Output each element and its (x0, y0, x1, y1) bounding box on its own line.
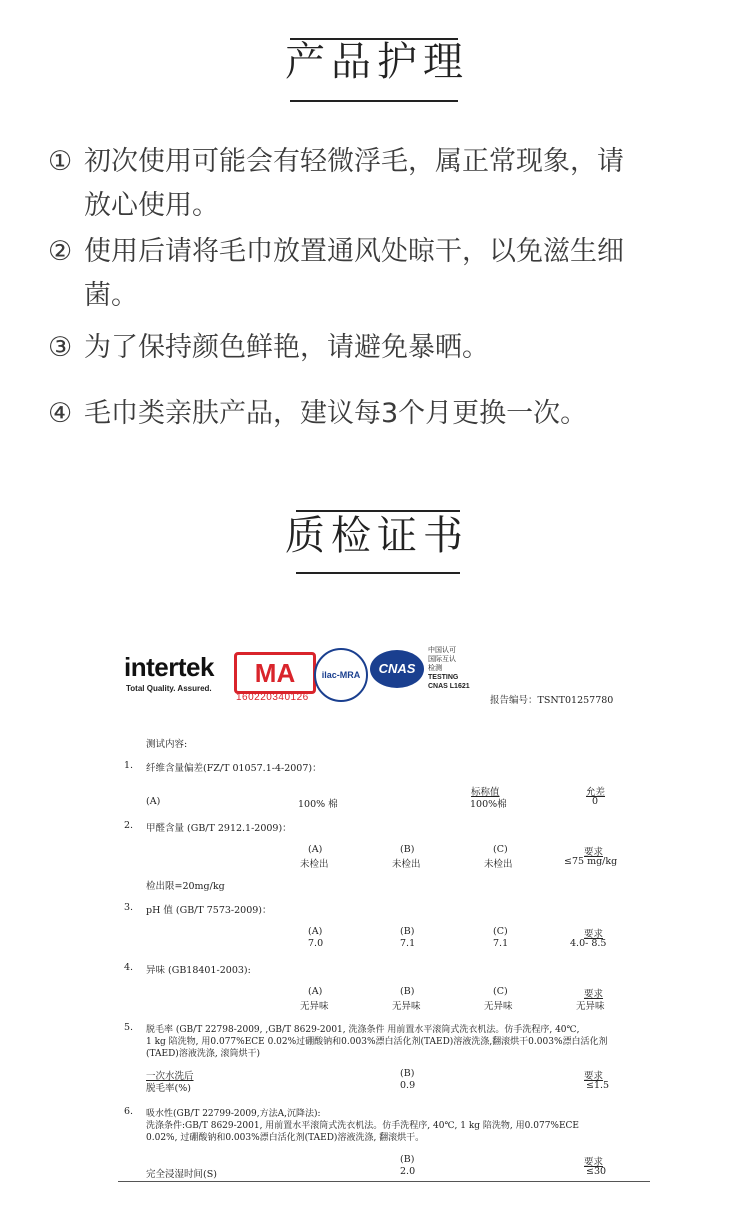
care-item-3 (48, 326, 698, 370)
s5-header-b: (B) (400, 1068, 415, 1079)
section-4-title: 异味 (GB18401-2003): (146, 965, 251, 976)
s2-header-b: (B) (400, 844, 415, 855)
cnas-accreditation-text: 中国认可 国际互认 检测 TESTING CNAS L1621 (428, 646, 470, 690)
s1-header-nominal: 标称值 (471, 787, 500, 798)
ma-logo: MA (234, 652, 316, 694)
section-1-title: 纤维含量偏差(FZ/T 01057.1-4-2007)： (146, 763, 322, 774)
s2-value-req: ≤75 mg/kg (564, 856, 618, 867)
s1-value-2: 100%棉 (470, 799, 507, 810)
ilac-mra-logo: ilac-MRA (314, 648, 368, 702)
section-3-number: 3. (124, 902, 134, 913)
s4-header-c: (C) (493, 986, 508, 997)
section-6-line-3: 0.02%, 过硼酸钠和0.003%漂白活化剂(TAED)溶液洗涤, 翻滚烘干。 (146, 1133, 425, 1143)
s4-header-b: (B) (400, 986, 415, 997)
care-item-3-number: ③ (48, 332, 73, 363)
s3-value-c: 7.1 (493, 938, 509, 949)
section-5-line-2: 1 kg 陪洗物, 用0.077%ECE 0.02%过硼酸钠和0.003%漂白活化剂(TAED)溶液洗涤,翻滚烘干0.003%漂白活化剂 (146, 1037, 608, 1047)
section-5-line-3: (TAED)溶液洗涤, 滚筒烘干) (146, 1049, 261, 1059)
s3-header-req: 要求 (584, 929, 604, 940)
s4-value-a: 无异味 (300, 1001, 329, 1012)
section-1-number: 1. (124, 760, 134, 771)
s2-value-b: 未检出 (392, 859, 421, 870)
s1-header-tolerance: 允差 (586, 787, 606, 798)
s2-header-a: (A) (308, 844, 323, 855)
report-number: 报告编号：TSNT01257780 (490, 695, 614, 706)
s6-label: 完全浸湿时间(S) (146, 1169, 217, 1180)
quality-certificate (118, 640, 650, 1185)
cnas-logo: CNAS (370, 650, 424, 688)
section-5-number: 5. (124, 1022, 134, 1033)
s6-header-b: (B) (400, 1154, 415, 1165)
s5-subheading: 一次水洗后 (146, 1071, 194, 1082)
s3-header-b: (B) (400, 926, 415, 937)
s6-value-req: ≤30 (586, 1166, 607, 1177)
care-item-1-text: 初次使用可能会有轻微浮毛，属正常现象，请 (84, 146, 624, 177)
s5-value-req: ≤1.5 (586, 1080, 610, 1091)
care-item-2-number: ② (48, 236, 73, 267)
s6-header-req: 要求 (584, 1157, 604, 1168)
intertek-logo: intertek (124, 652, 214, 682)
section-6-line-1: 吸水性(GB/T 22799-2009,方法A,沉降法): (146, 1109, 321, 1119)
care-item-3-text: 为了保持颜色鲜艳，请避免暴晒。 (84, 332, 489, 363)
care-item-1-number: ① (48, 146, 73, 177)
s3-header-a: (A) (308, 926, 323, 937)
section-2-number: 2. (124, 820, 134, 831)
s3-value-b: 7.1 (400, 938, 416, 949)
certificate-bottom-rule (118, 1181, 650, 1182)
test-content-label: 测试内容: (146, 739, 188, 750)
section-4-number: 4. (124, 962, 134, 973)
care-item-4-number: ④ (48, 398, 73, 429)
care-item-2-text-cont: 菌。 (84, 280, 138, 311)
ma-number: 160220340126 (236, 692, 309, 703)
section-3-title: pH 值 (GB/T 7573-2009)： (146, 905, 272, 916)
care-item-2-text: 使用后请将毛巾放置通风处晾干，以免滋生细 (84, 236, 624, 267)
s1-sample-a: (A) (146, 796, 161, 807)
section-6-line-2: 洗涤条件:GB/T 8629-2001, 用前置水平滚筒式洗衣机法。仿手洗程序, 40℃, 1 kg 陪洗物, 用0.077%ECE (146, 1121, 579, 1131)
s3-header-c: (C) (493, 926, 508, 937)
s3-value-req: 4.0- 8.5 (570, 938, 607, 949)
s5-label: 脱毛率(%) (146, 1083, 191, 1094)
section-2-title: 甲醛含量 (GB/T 2912.1-2009)： (146, 823, 292, 834)
qc-section-title: 质检证书 (285, 513, 469, 559)
care-title-bottom-rule (290, 100, 458, 102)
qc-title-bottom-rule (296, 572, 460, 574)
care-item-1 (48, 140, 698, 228)
s4-value-c: 无异味 (484, 1001, 513, 1012)
s5-header-req: 要求 (584, 1071, 604, 1082)
s4-header-req: 要求 (584, 989, 604, 1000)
care-item-4 (48, 392, 698, 436)
s2-detection-limit: 检出限=20mg/kg (146, 881, 225, 892)
s1-value-1: 100% 棉 (298, 799, 338, 810)
s5-value-b: 0.9 (400, 1080, 416, 1091)
intertek-tagline: Total Quality. Assured. (126, 684, 212, 693)
s1-value-3: 0 (592, 796, 599, 807)
s6-value-b: 2.0 (400, 1166, 416, 1177)
care-section-title: 产品护理 (285, 39, 469, 85)
s4-header-a: (A) (308, 986, 323, 997)
care-item-1-text-cont: 放心使用。 (84, 190, 219, 221)
section-5-line-1: 脱毛率 (GB/T 22798-2009, ,GB/T 8629-2001, 洗涤条件 用前置水平滚筒式洗衣机法。仿手洗程序, 40℃, (146, 1025, 580, 1035)
s2-value-a: 未检出 (300, 859, 329, 870)
s2-header-c: (C) (493, 844, 508, 855)
s3-value-a: 7.0 (308, 938, 324, 949)
section-6-number: 6. (124, 1106, 134, 1117)
s2-value-c: 未检出 (484, 859, 513, 870)
s4-value-b: 无异味 (392, 1001, 421, 1012)
care-item-2 (48, 230, 698, 318)
care-item-4-text: 毛巾类亲肤产品，建议每3个月更换一次。 (84, 398, 588, 429)
s2-header-req: 要求 (584, 847, 604, 858)
s4-value-req: 无异味 (576, 1001, 605, 1012)
